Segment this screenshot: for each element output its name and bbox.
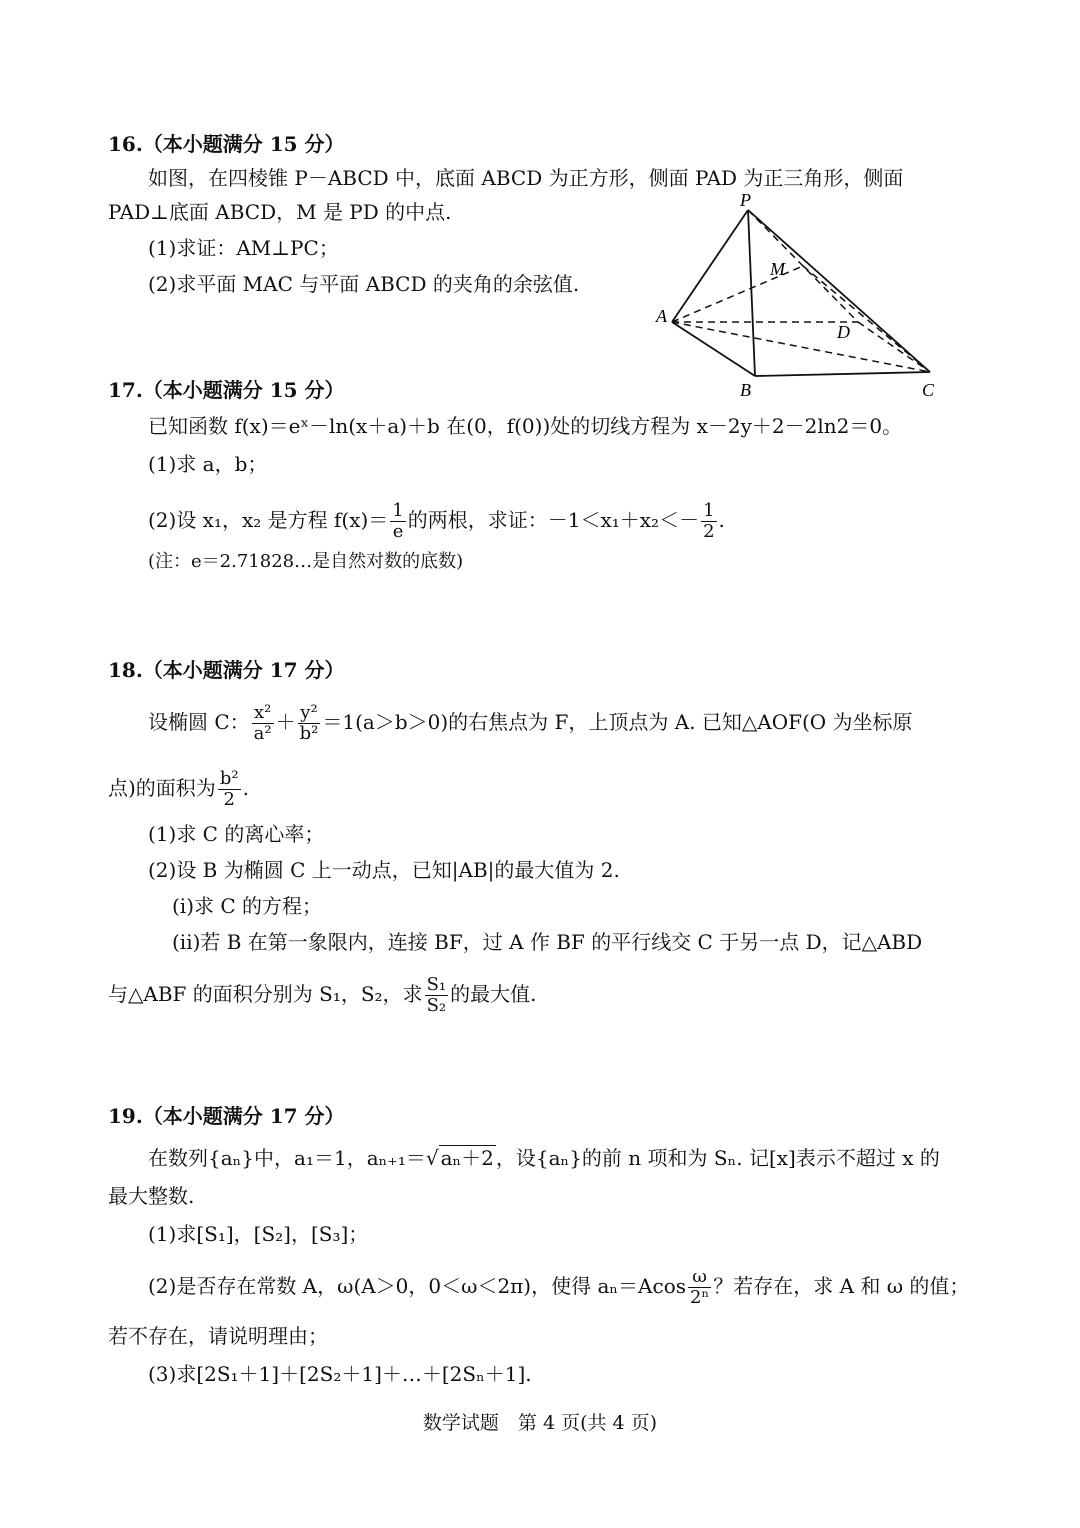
frac-denominator: e bbox=[392, 521, 404, 542]
q18-stem2-text-b: . bbox=[242, 776, 249, 800]
frac-denominator: 2 bbox=[223, 789, 235, 810]
q18-part2-ii-line2 bbox=[108, 972, 536, 1016]
q18-part2-ii-line1: (ii)若 B 在第一象限内，连接 BF，过 A 作 BF 的平行线交 C 于另一点 D，记△ABD bbox=[172, 930, 923, 954]
edge-BC bbox=[755, 372, 930, 376]
edge-PC bbox=[748, 210, 930, 372]
label-A: A bbox=[656, 306, 667, 326]
q18-frac-s1-s2 bbox=[425, 975, 449, 1016]
q17-frac-1-over-2 bbox=[701, 501, 716, 542]
frac-denominator: b² bbox=[299, 723, 319, 744]
q16-stem-line2: PAD⊥底面 ABCD，M 是 PD 的中点. bbox=[108, 200, 452, 224]
q18-stem-text-a: 设椭圆 C： bbox=[148, 710, 250, 734]
q18-frac-x2-a2 bbox=[252, 703, 274, 744]
pyramid-figure bbox=[640, 190, 950, 405]
edge-PB bbox=[748, 210, 755, 376]
q19-stem-line1: 在数列{aₙ}中，a₁＝1，aₙ₊₁＝√ aₙ＋2 ，设{aₙ}的前 n 项和为 Sₙ. 记[x]表示不超过 x 的 bbox=[148, 1146, 940, 1170]
q19-header: 19.（本小题满分 17 分） bbox=[108, 1104, 345, 1128]
q19-part3: (3)求[2S₁＋1]＋[2S₂＋1]＋…＋[2Sₙ＋1]. bbox=[148, 1362, 532, 1386]
q19-part1: (1)求[S₁]，[S₂]，[S₃]； bbox=[148, 1222, 369, 1246]
frac-numerator: y² bbox=[298, 703, 321, 724]
q18-part1: (1)求 C 的离心率； bbox=[148, 822, 325, 846]
q17-part2-text-b: 的两根，求证：－1＜x₁＋x₂＜－ bbox=[407, 508, 700, 532]
frac-denominator: 2 bbox=[703, 521, 715, 542]
q18-stem2-text-a: 点)的面积为 bbox=[108, 776, 216, 800]
frac-numerator: 1 bbox=[392, 500, 404, 521]
q17-stem: 已知函数 f(x)＝eˣ－ln(x＋a)＋b 在(0，f(0))处的切线方程为 x－2y＋2－2ln2＝0。 bbox=[148, 414, 903, 438]
q19-part2-line2: 若不存在，请说明理由； bbox=[108, 1324, 328, 1348]
frac-numerator: x² bbox=[252, 703, 274, 724]
label-P: P bbox=[740, 190, 751, 210]
q18-plus: ＋ bbox=[275, 710, 296, 734]
q19-stem-text-b: ，设{aₙ}的前 n 项和为 Sₙ. 记[x]表示不超过 x 的 bbox=[495, 1146, 940, 1170]
q17-part2-text-c: . bbox=[718, 508, 725, 532]
q19-sqrt-expr: aₙ＋2 bbox=[440, 1146, 494, 1170]
q18-frac-y2-b2 bbox=[298, 703, 321, 744]
q19-frac-omega-2n bbox=[688, 1267, 711, 1308]
q17-part2 bbox=[148, 498, 725, 542]
q18-ii-text-a: 与△ABF 的面积分别为 S₁，S₂，求 bbox=[108, 982, 423, 1006]
frac-numerator: 1 bbox=[703, 500, 715, 521]
edge-DC bbox=[858, 322, 930, 372]
q18-part2-i: (i)求 C 的方程； bbox=[172, 894, 323, 918]
label-B: B bbox=[740, 380, 751, 400]
q16-part1: (1)求证：AM⊥PC； bbox=[148, 236, 339, 260]
q19-part2-text-a: (2)是否存在常数 A，ω(A＞0，0＜ω＜2π)，使得 aₙ＝Acos bbox=[148, 1274, 686, 1298]
frac-numerator: S₁ bbox=[426, 974, 447, 995]
label-C: C bbox=[922, 380, 935, 400]
q18-stem-text-b: ＝1(a＞b＞0)的右焦点为 F，上顶点为 A. 已知△AOF(O 为坐标原 bbox=[322, 710, 913, 734]
q18-part2: (2)设 B 为椭圆 C 上一动点，已知|AB|的最大值为 2. bbox=[148, 858, 620, 882]
q18-header: 18.（本小题满分 17 分） bbox=[108, 658, 345, 682]
frac-numerator: ω bbox=[688, 1267, 711, 1288]
q16-part2: (2)求平面 MAC 与平面 ABCD 的夹角的余弦值. bbox=[148, 272, 580, 296]
q17-frac-1-over-e bbox=[390, 501, 405, 542]
q17-part1: (1)求 a，b； bbox=[148, 452, 268, 476]
frac-denominator: 2ⁿ bbox=[690, 1287, 710, 1308]
q18-stem-line1 bbox=[148, 700, 913, 744]
q18-ii-text-b: 的最大值. bbox=[450, 982, 537, 1006]
q17-part2-text-a: (2)设 x₁，x₂ 是方程 f(x)＝ bbox=[148, 508, 389, 532]
page-footer: 数学试题 第 4 页(共 4 页) bbox=[422, 1412, 658, 1434]
q18-frac-b2-2 bbox=[218, 769, 241, 810]
q16-header: 16.（本小题满分 15 分） bbox=[108, 132, 345, 156]
q19-part2 bbox=[148, 1264, 969, 1308]
q16-stem-line1: 如图，在四棱锥 P－ABCD 中，底面 ABCD 为正方形，侧面 PAD 为正三角形，侧面 bbox=[148, 166, 904, 190]
frac-denominator: a² bbox=[253, 723, 272, 744]
q19-stem-line2: 最大整数. bbox=[108, 1184, 195, 1208]
q18-stem-line2 bbox=[108, 766, 249, 810]
q17-note: (注：e＝2.71828…是自然对数的底数) bbox=[148, 551, 464, 572]
label-D: D bbox=[837, 322, 850, 342]
q17-header: 17.（本小题满分 15 分） bbox=[108, 378, 345, 402]
label-M: M bbox=[770, 259, 785, 279]
q19-part2-text-b: ？若存在，求 A 和 ω 的值； bbox=[713, 1274, 970, 1298]
q19-stem-text-a: 在数列{aₙ}中，a₁＝1，aₙ₊₁＝ bbox=[148, 1146, 426, 1170]
frac-denominator: S₂ bbox=[426, 995, 447, 1016]
frac-numerator: b² bbox=[219, 768, 239, 789]
